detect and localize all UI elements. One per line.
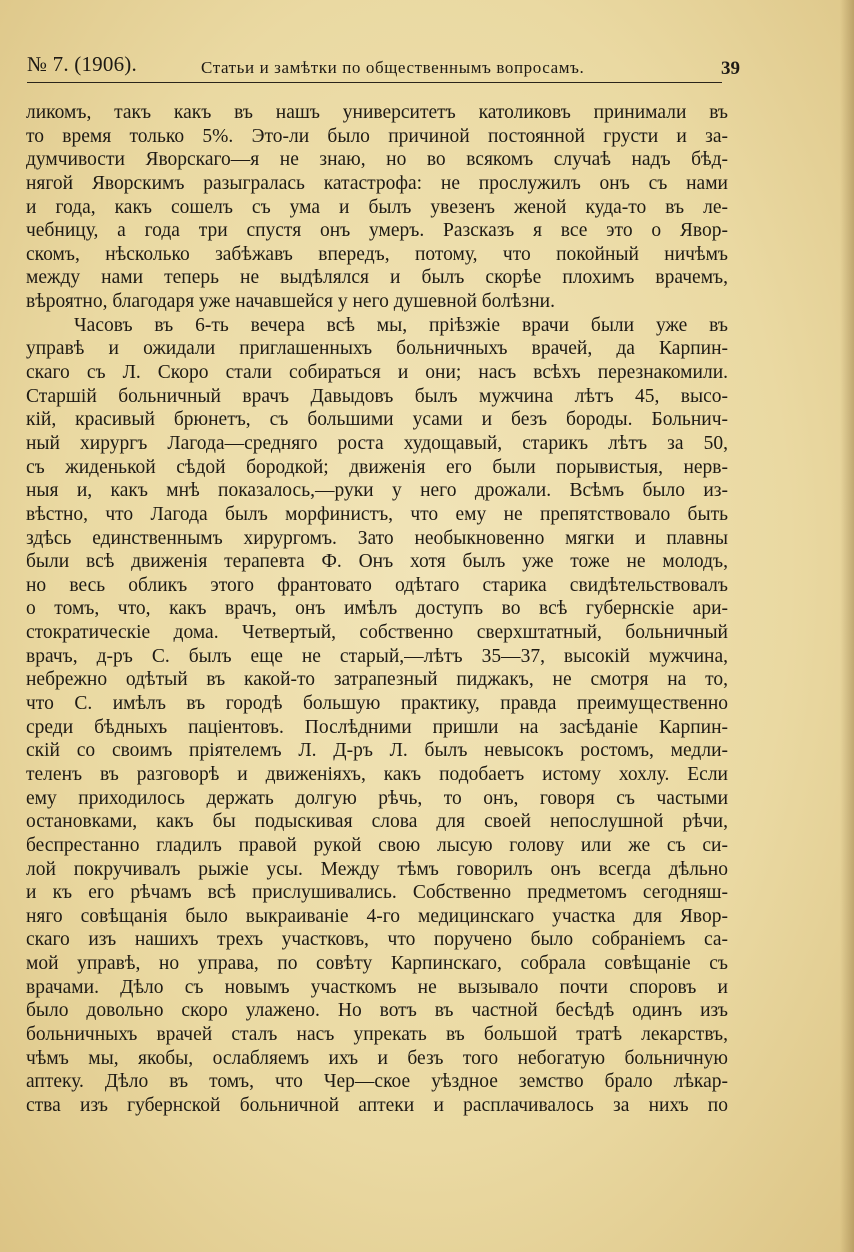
text-line: чѣмъ мы, якобы, ослабляемъ ихъ и безъ того небогатую больничную <box>26 1047 728 1069</box>
header-rule <box>27 82 722 83</box>
text-line: скаго съ Л. Скоро стали собираться и они; насъ всѣхъ перезнакомили. <box>26 362 728 384</box>
text-line: кій, красивый брюнетъ, съ большими усами и безъ бороды. Больнич- <box>26 409 728 431</box>
text-line: врачъ, д-ръ С. былъ еще не старый,—лѣтъ 35—37, высокій мужчина, <box>26 645 728 667</box>
text-line: и года, какъ сошелъ съ ума и былъ увезенъ женой куда-то въ ле- <box>26 196 728 218</box>
text-line: думчивости Яворскаго—я не знаю, но во всякомъ случаѣ надъ бѣд- <box>26 149 728 171</box>
text-line: ликомъ, такъ какъ въ нашъ университетъ католиковъ принимали въ <box>26 102 728 123</box>
text-line: чебницу, а года три спустя онъ умеръ. Разсказъ я все это о Явор- <box>26 220 728 242</box>
text-line: скаго изъ нашихъ трехъ участковъ, что поручено было собраніемъ са- <box>26 929 728 951</box>
text-line: и къ его рѣчамъ всѣ прислушивались. Собственно предметомъ сегодняш- <box>26 882 728 904</box>
text-line: но весь обликъ этого франтовато одѣтаго старика свидѣтельствовалъ <box>26 574 728 596</box>
paragraph-start-line: Часовъ въ 6-ть вечера всѣ мы, пріѣзжіе врачи были уже въ <box>74 314 728 336</box>
text-line: няго совѣщанія было выкраиваніе 4-го медицинскаго участка для Явор- <box>26 905 728 927</box>
text-line: ныя и, какъ мнѣ показалось,—руки у него дрожали. Всѣмъ было из- <box>26 480 728 502</box>
text-line: были всѣ движенія терапевта Ф. Онъ хотя былъ уже тоже не молодъ, <box>26 551 728 573</box>
text-line: мой управѣ, но управа, по совѣту Карпинскаго, собрала совѣщаніе съ <box>26 953 728 975</box>
text-line: больничныхъ врачей сталъ насъ упрекать въ большой тратѣ лекарствъ, <box>26 1023 728 1045</box>
text-line: аптеку. Дѣло въ томъ, что Чер—ское уѣздное земство брало лѣкар- <box>26 1071 728 1093</box>
text-line: врачами. Дѣло съ новымъ участкомъ не вызывало почти споровъ и <box>26 976 728 998</box>
text-line: вѣроятно, благодаря уже начавшейся у него душевной болѣзни. <box>26 291 555 313</box>
text-line: ства изъ губернской больничной аптеки и расплачивалось за нихъ по <box>26 1094 728 1116</box>
text-line: между нами теперь не выдѣлялся и былъ скорѣе плохимъ врачемъ, <box>26 267 728 289</box>
text-line: Старшій больничный врачъ Давыдовъ былъ мужчина лѣтъ 45, высо- <box>26 385 728 407</box>
text-line: беспрестанно гладилъ правой рукой свою лысую голову или же съ си- <box>26 834 728 856</box>
text-line: скомъ, нѣсколько забѣжавъ впередъ, потому, что покойный ничѣмъ <box>26 243 728 265</box>
page-number: 39 <box>721 58 740 79</box>
text-line: остановками, какъ бы подыскивая слова для своей непослушной рѣчи, <box>26 811 728 833</box>
text-line: съ жиденькой сѣдой бородкой; движенія его были порывистыя, нерв- <box>26 456 728 478</box>
text-line: о томъ, что, какъ врачъ, онъ имѣлъ доступъ во всѣ губернскіе ари- <box>26 598 728 620</box>
text-line: управѣ и ожидали приглашенныхъ больничныхъ врачей, да Карпин- <box>26 338 728 360</box>
text-line: скій со своимъ пріятелемъ Л. Д-ръ Л. былъ невысокъ ростомъ, медли- <box>26 740 728 762</box>
text-line: вѣстно, что Лагода былъ морфинистъ, что ему не препятствовало быть <box>26 503 728 525</box>
text-line: стократическіе дома. Четвертый, собственно сверхштатный, больничный <box>26 622 728 644</box>
running-header <box>27 50 740 86</box>
text-line: то время только 5%. Это-ли было причиной постоянной грусти и за- <box>26 125 728 147</box>
text-line: здѣсь единственнымъ хирургомъ. Зато необыкновенно мягки и плавны <box>26 527 728 549</box>
text-line: лой покручивалъ рыжіе усы. Между тѣмъ говорилъ онъ всегда дѣльно <box>26 858 728 880</box>
section-title: Статьи и замѣтки по общественнымъ вопросамъ. <box>201 58 585 77</box>
page-edge-shadow <box>840 0 854 1252</box>
body-text <box>26 101 728 1118</box>
text-line: среди бѣдныхъ паціентовъ. Послѣдними пришли на засѣданіе Карпин- <box>26 716 728 738</box>
text-line: ему приходилось держать долгую рѣчь, то онъ, говоря съ частыми <box>26 787 728 809</box>
text-line: было довольно скоро улажено. Но вотъ въ частной бесѣдѣ одинъ изъ <box>26 1000 728 1022</box>
text-line: что С. имѣлъ въ городѣ большую практику, правда преимущественно <box>26 693 728 715</box>
text-line: теленъ въ разговорѣ и движеніяхъ, какъ подобаетъ истому хохлу. Если <box>26 763 728 785</box>
issue-number: № 7. (1906). <box>27 52 137 76</box>
text-line: небрежно одѣтый въ какой-то затрапезный пиджакъ, не смотря на то, <box>26 669 728 691</box>
text-line: ный хирургъ Лагода—средняго роста худощавый, старикъ лѣтъ за 50, <box>26 432 728 454</box>
text-line: нягой Яворскимъ разыгралась катастрофа: не прослужилъ онъ съ нами <box>26 172 728 194</box>
